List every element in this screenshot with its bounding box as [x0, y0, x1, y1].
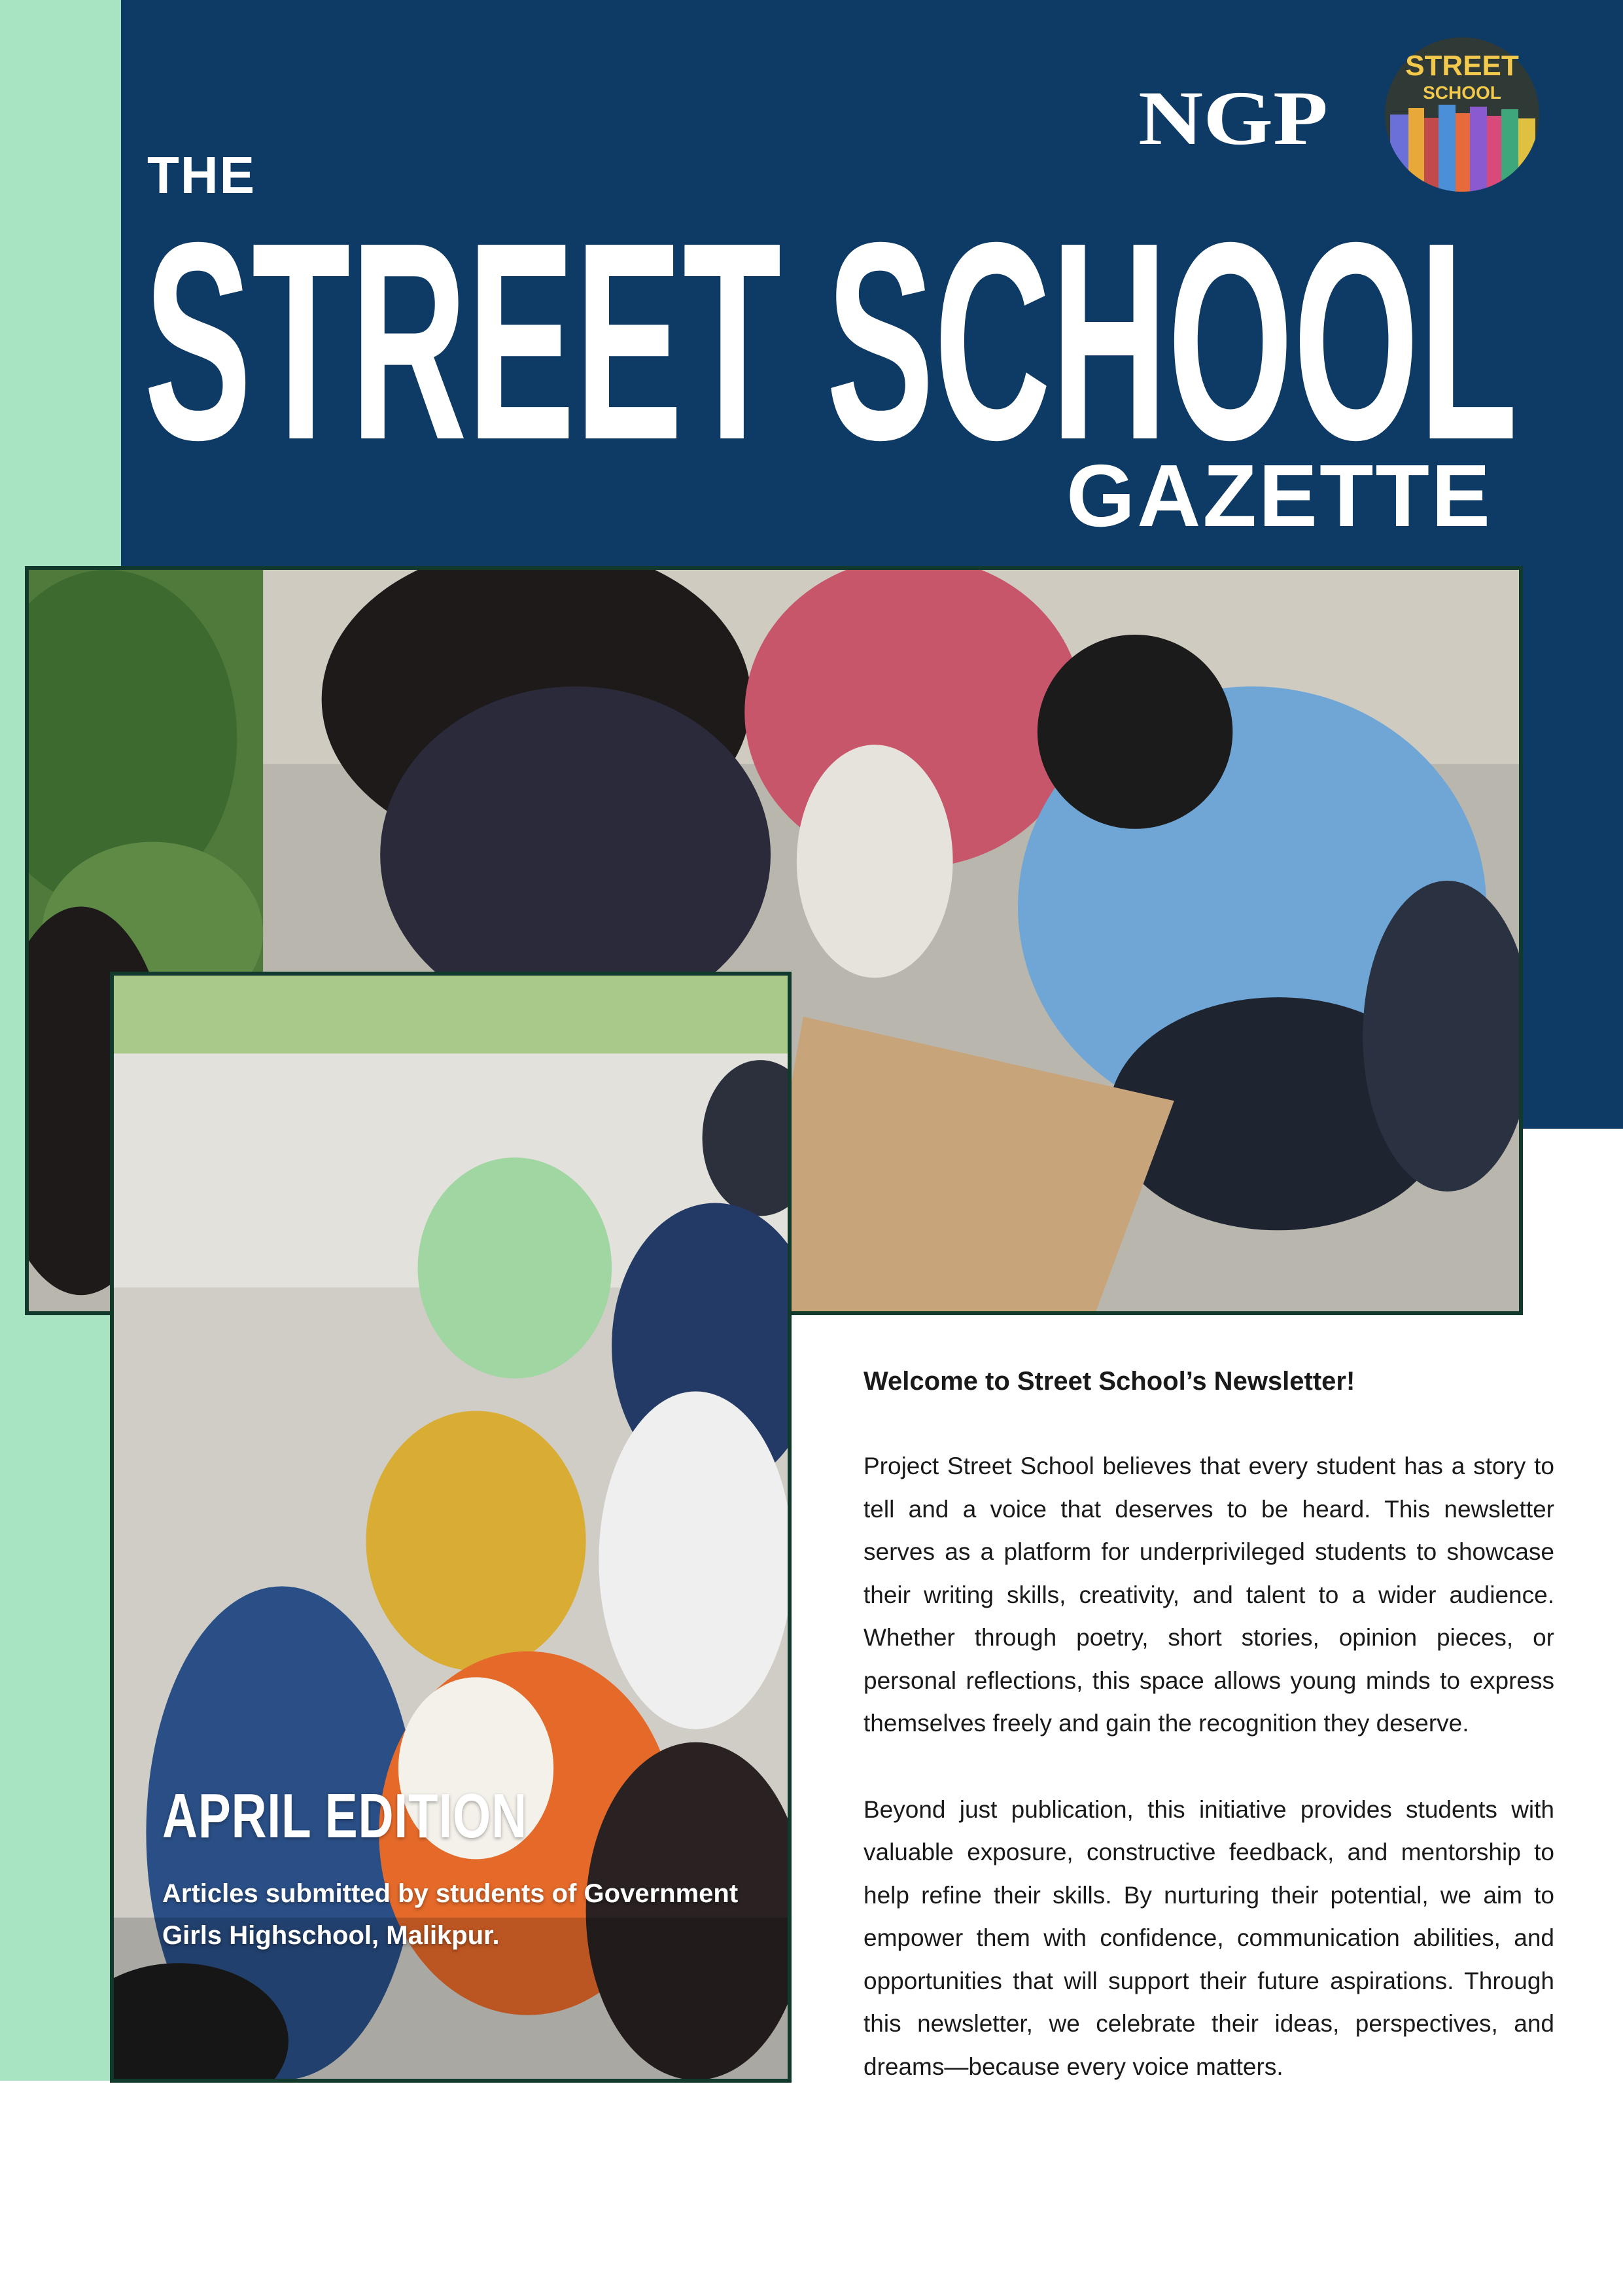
- article-heading: Welcome to Street School’s Newsletter!: [864, 1367, 1355, 1396]
- logo-text-school: SCHOOL: [1423, 82, 1501, 103]
- masthead-title-text: STREET SCHOOL: [144, 196, 1518, 465]
- welcome-article: [864, 1360, 1554, 2131]
- article-paragraph-1: Project Street School believes that every student has a story to tell and a voice that deserves to be heard. This newsletter serves as a platform for underprivileged students to showcase their writing skills, creativity, and talent to a wider audience. Whether through poetry, short stories, opinion pieces, or personal reflections, this space allows young minds to express themselves freely and gain the recognition they deserve.: [864, 1453, 1554, 1737]
- logo-text-street: STREET: [1405, 50, 1519, 82]
- masthead-the: THE: [147, 146, 256, 204]
- street-school-logo: [1384, 36, 1541, 193]
- ngp-logo: [1138, 75, 1335, 160]
- article-paragraph-2: Beyond just publication, this initiative provides students with valuable exposure, constructive feedback, and mentorship to help refine their skills. By nurturing their potential, we aim to empower them with confidence, communication abilities, and opportunities that will support their future aspirations. Through this newsletter, we celebrate their ideas, perspectives, and dreams—because every voice matters.: [864, 1795, 1554, 2080]
- masthead-gazette: GAZETTE: [1066, 446, 1492, 545]
- ngp-logo-text: NGP: [1138, 75, 1328, 160]
- masthead-title: [144, 196, 1524, 465]
- edition-subtitle: Articles submitted by students of Government Girls Highschool, Malikpur.: [162, 1879, 739, 1950]
- edition-title: APRIL EDITION: [162, 1781, 527, 1851]
